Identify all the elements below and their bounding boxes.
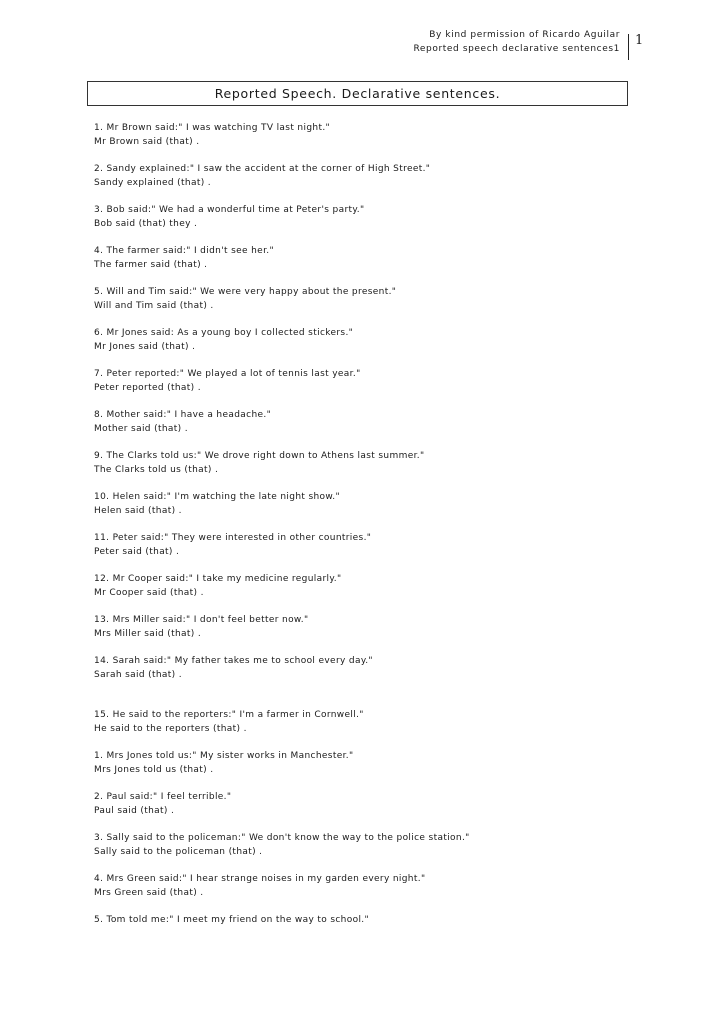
exercise-sentence: 11. Peter said:" They were interested in other countries.": [94, 533, 372, 543]
exercise-sentence: 15. He said to the reporters:" I'm a farmer in Cornwell.": [94, 710, 364, 720]
exercise-sentence: 14. Sarah said:" My father takes me to school every day.": [94, 656, 373, 666]
exercise-answer: Mrs Jones told us (that) .: [94, 765, 214, 775]
exercise-item: [94, 572, 654, 613]
exercise-sentence: 3. Bob said:" We had a wonderful time at Peter's party.": [94, 205, 365, 215]
exercise-item: [94, 408, 654, 449]
exercise-sentence: 4. The farmer said:" I didn't see her.": [94, 246, 274, 256]
exercise-answer: Mrs Green said (that) .: [94, 888, 204, 898]
exercise-sentence: 5. Tom told me:" I meet my friend on the way to school.": [94, 915, 369, 925]
exercise-answer: Mrs Miller said (that) .: [94, 629, 202, 639]
exercise-sentence: 6. Mr Jones said: As a young boy I collected stickers.": [94, 328, 354, 338]
exercise-item: [94, 121, 654, 162]
exercise-item: [94, 654, 654, 708]
exercise-item: [94, 490, 654, 531]
exercise-item: [94, 326, 654, 367]
exercise-answer: The Clarks told us (that) .: [94, 465, 219, 475]
worksheet-title: Reported Speech. Declarative sentences.: [87, 81, 628, 106]
exercise-sentence: 8. Mother said:" I have a headache.": [94, 410, 272, 420]
exercise-item: [94, 162, 654, 203]
exercise-answer: Mr Cooper said (that) .: [94, 588, 204, 598]
header-subtitle: Reported speech declarative sentences1: [413, 44, 620, 54]
exercise-sentence: 12. Mr Cooper said:" I take my medicine regularly.": [94, 574, 342, 584]
exercise-item: [94, 285, 654, 326]
exercise-sentence: 13. Mrs Miller said:" I don't feel better now.": [94, 615, 309, 625]
exercise-answer: Bob said (that) they .: [94, 219, 198, 229]
exercise-sentence: 5. Will and Tim said:" We were very happy about the present.": [94, 287, 397, 297]
exercise-item: [94, 613, 654, 654]
exercise-answer: Mr Brown said (that) .: [94, 137, 200, 147]
exercise-list: [94, 121, 654, 954]
exercise-answer: Paul said (that) .: [94, 806, 175, 816]
page-header: [413, 28, 620, 56]
exercise-sentence: 2. Paul said:" I feel terrible.": [94, 792, 232, 802]
exercise-answer: He said to the reporters (that) .: [94, 724, 247, 734]
exercise-answer: Sarah said (that) .: [94, 670, 182, 680]
exercise-answer: Peter reported (that) .: [94, 383, 201, 393]
exercise-sentence: 3. Sally said to the policeman:" We don't know the way to the police station.": [94, 833, 470, 843]
exercise-sentence: 9. The Clarks told us:" We drove right down to Athens last summer.": [94, 451, 425, 461]
exercise-sentence: 10. Helen said:" I'm watching the late night show.": [94, 492, 340, 502]
exercise-answer: [94, 927, 654, 941]
exercise-item: [94, 790, 654, 831]
exercise-answer: Sandy explained (that) .: [94, 178, 212, 188]
exercise-item: [94, 708, 654, 749]
exercise-item: [94, 531, 654, 572]
exercise-item: [94, 244, 654, 285]
exercise-sentence: 4. Mrs Green said:" I hear strange noises in my garden every night.": [94, 874, 426, 884]
exercise-sentence: 7. Peter reported:" We played a lot of tennis last year.": [94, 369, 361, 379]
exercise-answer: The farmer said (that) .: [94, 260, 208, 270]
exercise-answer: Peter said (that) .: [94, 547, 180, 557]
page-number: 1: [628, 34, 643, 60]
exercise-answer: Will and Tim said (that) .: [94, 301, 214, 311]
exercise-answer: Mother said (that) .: [94, 424, 188, 434]
exercise-item: [94, 913, 654, 954]
exercise-item: [94, 831, 654, 872]
header-credit: By kind permission of Ricardo Aguilar: [429, 30, 620, 40]
exercise-answer: Mr Jones said (that) .: [94, 342, 196, 352]
exercise-sentence: 1. Mr Brown said:" I was watching TV last night.": [94, 123, 331, 133]
exercise-item: [94, 749, 654, 790]
exercise-item: [94, 203, 654, 244]
exercise-sentence: 1. Mrs Jones told us:" My sister works in Manchester.": [94, 751, 354, 761]
exercise-item: [94, 367, 654, 408]
exercise-answer: Sally said to the policeman (that) .: [94, 847, 263, 857]
exercise-item: [94, 449, 654, 490]
exercise-sentence: 2. Sandy explained:" I saw the accident at the corner of High Street.": [94, 164, 431, 174]
exercise-item: [94, 872, 654, 913]
exercise-answer: Helen said (that) .: [94, 506, 182, 516]
